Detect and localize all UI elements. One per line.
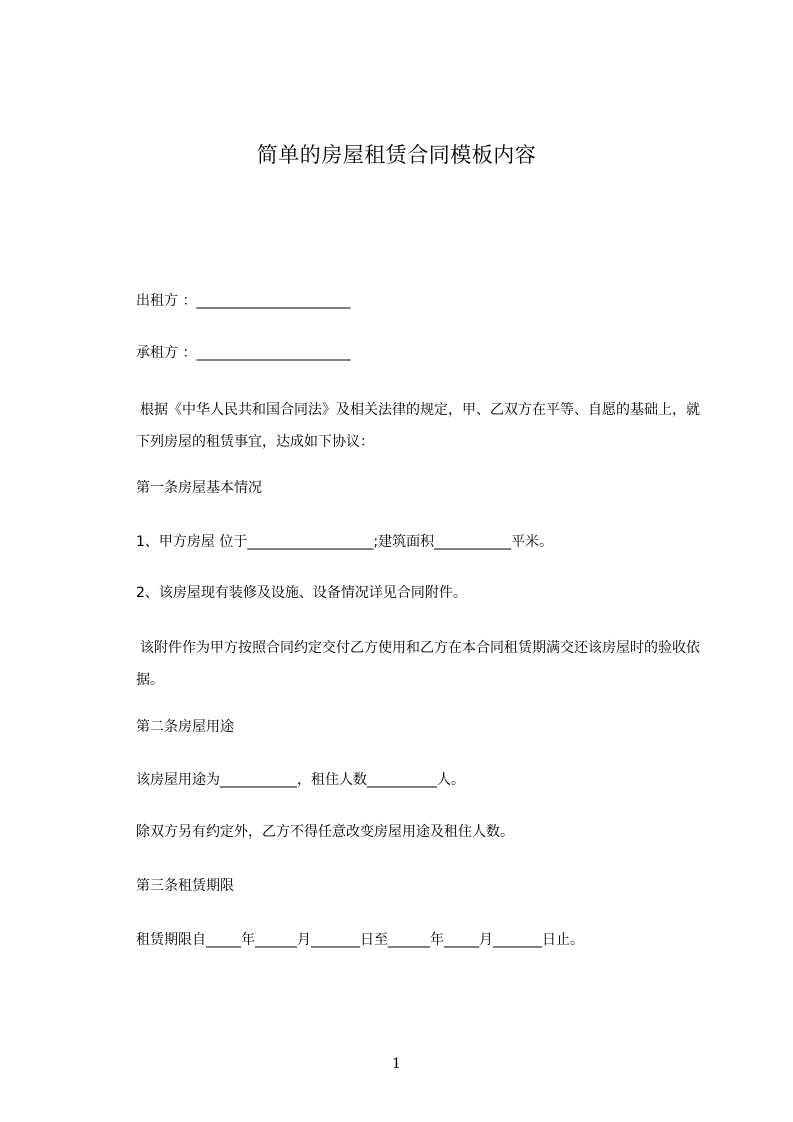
article2-heading: 第二条房屋用途: [136, 719, 234, 735]
article1-note-paragraph: 该附件作为甲方按照合同约定交付乙方使用和乙方在本合同租赁期满交还该房屋时的验收依据。: [136, 640, 700, 688]
lessee-line: 承租方 ：______________________: [136, 345, 351, 361]
article1-heading: 第一条房屋基本情况: [136, 480, 262, 496]
article2-line2: 除双方另有约定外，乙方不得任意改变房屋用途及租住人数。: [136, 824, 514, 840]
article3-heading: 第三条租赁期限: [136, 878, 234, 894]
page-number: 1: [392, 1056, 401, 1072]
document-title: 简单的房屋租赁合同模板内容: [256, 143, 537, 167]
lessor-line: 出租方 ：______________________: [136, 293, 351, 309]
article1-item2: 2、该房屋现有装修及设施、设备情况详见合同附件。: [136, 585, 467, 601]
article3-line1: 租赁期限自_____年______月_______日至______年_____月_______日止。: [136, 932, 584, 948]
preamble-paragraph: 根据《中华人民共和国合同法》及相关法律的规定，甲、乙双方在平等、自愿的基础上，就下列房屋的租赁事宜，达成如下协议：: [136, 402, 700, 450]
article2-line1: 该房屋用途为___________，租住人数__________人。: [136, 772, 465, 788]
article1-item1: 1、甲方房屋 位于__________________;建筑面积___________平米。: [136, 534, 554, 550]
